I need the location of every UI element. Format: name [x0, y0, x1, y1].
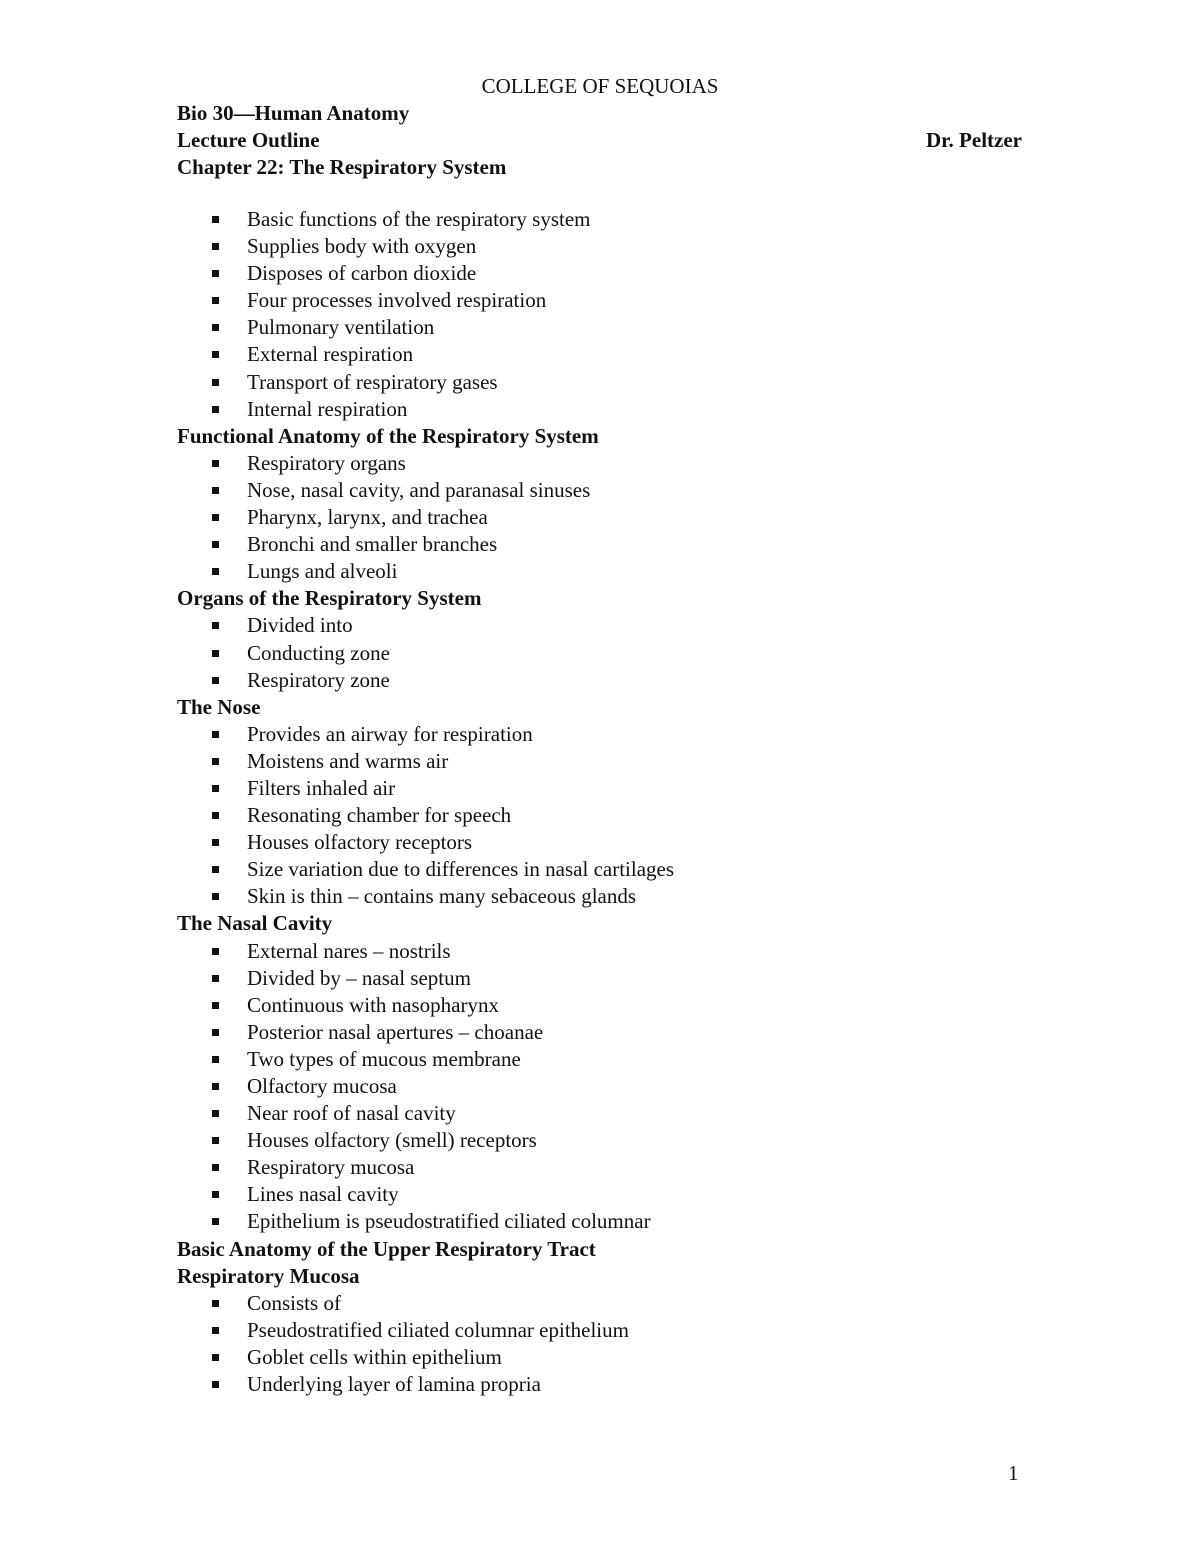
- square-bullet-icon: [212, 1056, 219, 1063]
- bullet-text: Lines nasal cavity: [247, 1182, 399, 1207]
- outline-bullet-item: [177, 856, 1022, 883]
- square-bullet-icon: [212, 1218, 219, 1225]
- outline-bullet-item: [177, 1208, 1022, 1235]
- outline-bullet-item: [177, 1127, 1022, 1154]
- section-heading: Basic Anatomy of the Upper Respiratory Tract: [177, 1236, 596, 1261]
- bullet-text: External nares – nostrils: [247, 938, 451, 963]
- document-type: Lecture Outline: [177, 128, 320, 152]
- square-bullet-icon: [212, 1354, 219, 1361]
- outline-bullet-item: [177, 748, 1022, 775]
- outline-bullet-item: [177, 1019, 1022, 1046]
- bullet-text: Two types of mucous membrane: [247, 1046, 521, 1071]
- outline-bullet-item: [177, 883, 1022, 910]
- document-type-row: [177, 127, 1022, 154]
- institution-title: COLLEGE OF SEQUOIAS: [481, 74, 719, 98]
- square-bullet-icon: [212, 460, 219, 467]
- square-bullet-icon: [212, 677, 219, 684]
- bullet-text: Disposes of carbon dioxide: [247, 261, 477, 286]
- outline-bullet-item: [177, 558, 1022, 585]
- square-bullet-icon: [212, 351, 219, 358]
- outline-bullet-item: [177, 802, 1022, 829]
- square-bullet-icon: [212, 243, 219, 250]
- square-bullet-icon: [212, 839, 219, 846]
- square-bullet-icon: [212, 1381, 219, 1388]
- outline-bullet-item: [177, 829, 1022, 856]
- bullet-text: Continuous with nasopharynx: [247, 992, 499, 1017]
- square-bullet-icon: [212, 514, 219, 521]
- square-bullet-icon: [212, 758, 219, 765]
- section-heading: Respiratory Mucosa: [177, 1263, 360, 1288]
- outline-bullet-item: [177, 1371, 1022, 1398]
- bullet-text: Pseudostratified ciliated columnar epithelium: [247, 1317, 629, 1342]
- bullet-text: Consists of: [247, 1290, 341, 1315]
- bullet-text: Provides an airway for respiration: [247, 721, 533, 746]
- page-number: 1: [1008, 1461, 1019, 1485]
- bullet-text: Four processes involved respiration: [247, 288, 547, 313]
- square-bullet-icon: [212, 1083, 219, 1090]
- outline-bullet-item: [177, 314, 1022, 341]
- outline-bullet-item: [177, 721, 1022, 748]
- square-bullet-icon: [212, 785, 219, 792]
- square-bullet-icon: [212, 270, 219, 277]
- bullet-text: Moistens and warms air: [247, 748, 449, 773]
- outline-bullet-item: [177, 1073, 1022, 1100]
- instructor-name: Dr. Peltzer: [926, 128, 1022, 152]
- bullet-text: Bronchi and smaller branches: [247, 532, 498, 557]
- bullet-text: Lungs and alveoli: [247, 559, 398, 584]
- outline-bullet-item: [177, 450, 1022, 477]
- square-bullet-icon: [212, 1164, 219, 1171]
- bullet-text: Divided into: [247, 613, 353, 638]
- outline-bullet-item: [177, 992, 1022, 1019]
- course-header: [177, 100, 1022, 181]
- outline-bullet-item: [177, 206, 1022, 233]
- bullet-text: Epithelium is pseudostratified ciliated columnar: [247, 1209, 651, 1234]
- bullet-text: Respiratory zone: [247, 667, 390, 692]
- outline-bullet-item: [177, 612, 1022, 639]
- square-bullet-icon: [212, 948, 219, 955]
- lecture-outline: [177, 206, 1022, 1398]
- outline-bullet-item: [177, 233, 1022, 260]
- square-bullet-icon: [212, 1191, 219, 1198]
- bullet-text: Filters inhaled air: [247, 775, 396, 800]
- outline-bullet-item: [177, 1317, 1022, 1344]
- bullet-text: External respiration: [247, 342, 414, 367]
- outline-bullet-item: [177, 640, 1022, 667]
- outline-bullet-item: [177, 1181, 1022, 1208]
- bullet-text: Underlying layer of lamina propria: [247, 1372, 541, 1397]
- square-bullet-icon: [212, 731, 219, 738]
- outline-bullet-item: [177, 775, 1022, 802]
- square-bullet-icon: [212, 216, 219, 223]
- square-bullet-icon: [212, 975, 219, 982]
- bullet-text: Resonating chamber for speech: [247, 803, 512, 828]
- outline-bullet-item: [177, 1046, 1022, 1073]
- bullet-text: Houses olfactory receptors: [247, 830, 473, 855]
- square-bullet-icon: [212, 568, 219, 575]
- bullet-text: Pulmonary ventilation: [247, 315, 435, 340]
- chapter-title: Chapter 22: The Respiratory System: [177, 155, 507, 179]
- section-heading: Organs of the Respiratory System: [177, 586, 482, 611]
- square-bullet-icon: [212, 324, 219, 331]
- section-heading: The Nasal Cavity: [177, 911, 333, 936]
- outline-bullet-item: [177, 1290, 1022, 1317]
- square-bullet-icon: [212, 1002, 219, 1009]
- bullet-text: Skin is thin – contains many sebaceous glands: [247, 884, 637, 909]
- bullet-text: Posterior nasal apertures – choanae: [247, 1019, 544, 1044]
- square-bullet-icon: [212, 650, 219, 657]
- course-title: Bio 30—Human Anatomy: [177, 101, 410, 125]
- square-bullet-icon: [212, 379, 219, 386]
- outline-bullet-item: [177, 369, 1022, 396]
- outline-bullet-item: [177, 667, 1022, 694]
- bullet-text: Basic functions of the respiratory system: [247, 207, 591, 231]
- outline-bullet-item: [177, 396, 1022, 423]
- bullet-text: Conducting zone: [247, 640, 390, 665]
- square-bullet-icon: [212, 812, 219, 819]
- square-bullet-icon: [212, 622, 219, 629]
- bullet-text: Respiratory organs: [247, 450, 406, 475]
- bullet-text: Transport of respiratory gases: [247, 369, 498, 394]
- square-bullet-icon: [212, 406, 219, 413]
- bullet-text: Pharynx, larynx, and trachea: [247, 505, 488, 530]
- square-bullet-icon: [212, 1110, 219, 1117]
- outline-bullet-item: [177, 531, 1022, 558]
- square-bullet-icon: [212, 297, 219, 304]
- section-heading: Functional Anatomy of the Respiratory System: [177, 423, 599, 448]
- square-bullet-icon: [212, 1137, 219, 1144]
- square-bullet-icon: [212, 866, 219, 873]
- square-bullet-icon: [212, 487, 219, 494]
- square-bullet-icon: [212, 541, 219, 548]
- bullet-text: Size variation due to differences in nasal cartilages: [247, 857, 675, 882]
- bullet-text: Supplies body with oxygen: [247, 234, 477, 259]
- bullet-text: Near roof of nasal cavity: [247, 1101, 456, 1126]
- outline-bullet-item: [177, 504, 1022, 531]
- bullet-text: Houses olfactory (smell) receptors: [247, 1128, 537, 1153]
- bullet-text: Divided by – nasal septum: [247, 965, 471, 990]
- square-bullet-icon: [212, 1300, 219, 1307]
- outline-bullet-item: [177, 1344, 1022, 1371]
- outline-bullet-item: [177, 287, 1022, 314]
- outline-bullet-item: [177, 938, 1022, 965]
- square-bullet-icon: [212, 1327, 219, 1334]
- section-heading: The Nose: [177, 694, 261, 719]
- bullet-text: Internal respiration: [247, 396, 408, 421]
- bullet-text: Nose, nasal cavity, and paranasal sinuses: [247, 477, 591, 502]
- outline-bullet-item: [177, 260, 1022, 287]
- bullet-text: Goblet cells within epithelium: [247, 1344, 502, 1369]
- outline-bullet-item: [177, 1100, 1022, 1127]
- bullet-text: Respiratory mucosa: [247, 1155, 415, 1180]
- square-bullet-icon: [212, 1029, 219, 1036]
- square-bullet-icon: [212, 893, 219, 900]
- outline-bullet-item: [177, 1154, 1022, 1181]
- outline-bullet-item: [177, 341, 1022, 368]
- outline-bullet-item: [177, 965, 1022, 992]
- outline-bullet-item: [177, 477, 1022, 504]
- bullet-text: Olfactory mucosa: [247, 1074, 397, 1098]
